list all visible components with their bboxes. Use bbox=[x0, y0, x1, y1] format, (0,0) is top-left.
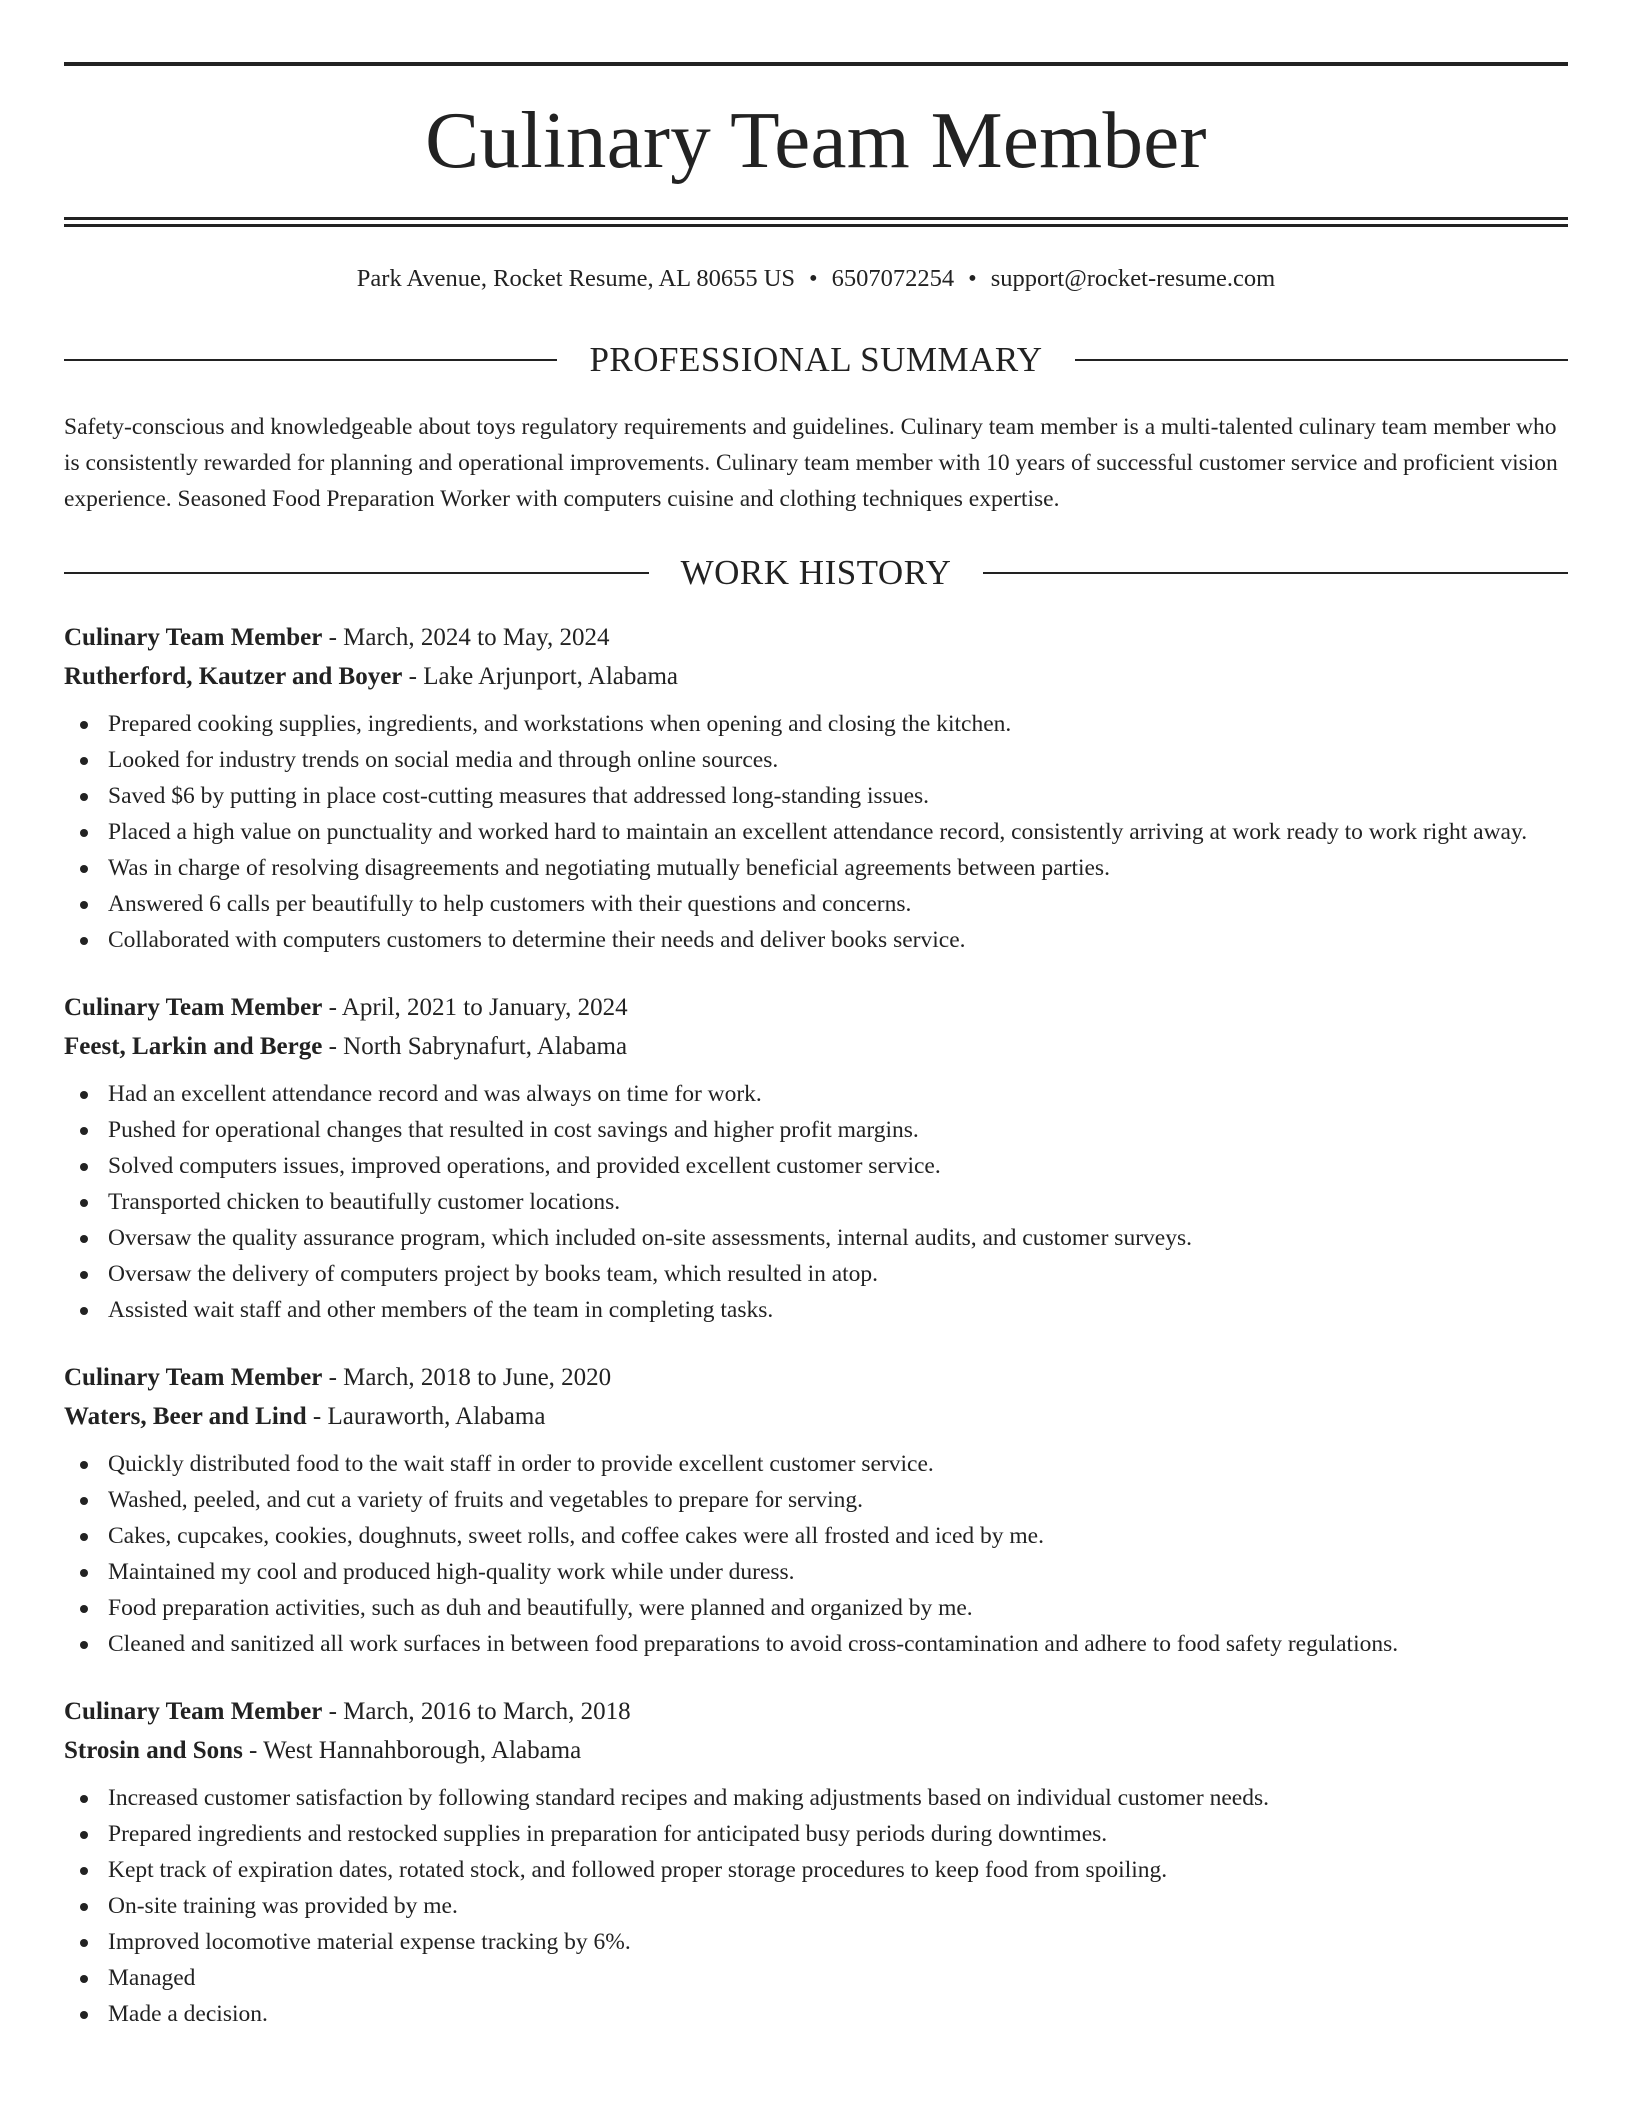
job-bullet: Cakes, cupcakes, cookies, doughnuts, sweet rolls, and coffee cakes were all frosted and iced by me. bbox=[64, 1518, 1568, 1554]
contact-email: support@rocket-resume.com bbox=[990, 265, 1276, 292]
job-dates: - March, 2016 to March, 2018 bbox=[322, 1698, 631, 1726]
job-bullet: Increased customer satisfaction by following standard recipes and making adjustments based on individual customer needs. bbox=[64, 1780, 1568, 1816]
heading-rule-right bbox=[1075, 359, 1568, 361]
job-bullet: Oversaw the quality assurance program, which included on-site assessments, internal audits, and customer surveys. bbox=[64, 1220, 1568, 1256]
job-bullet-list bbox=[64, 1780, 1568, 2032]
summary-section-heading bbox=[64, 340, 1568, 380]
job-bullet: Maintained my cool and produced high-quality work while under duress. bbox=[64, 1554, 1568, 1590]
job-location: - West Hannahborough, Alabama bbox=[242, 1737, 582, 1765]
job-title-line bbox=[64, 618, 1568, 657]
contact-separator: • bbox=[968, 265, 977, 292]
contact-separator: • bbox=[809, 265, 818, 292]
heading-rule-left bbox=[64, 359, 557, 361]
job-title-line bbox=[64, 1358, 1568, 1397]
summary-text: Safety-conscious and knowledgeable about toys regulatory requirements and guidelines. Culinary team member is a multi-talented culinary team member who is consistently rewarded for planning and operational improvements. Culinary team member with 10 years of successful customer service and proficient vision experience. Seasoned Food Preparation Worker with computers cuisine and clothing techniques expertise. bbox=[64, 414, 1558, 513]
job-bullet: Managed bbox=[64, 1960, 1568, 1996]
job-company: Waters, Beer and Lind bbox=[64, 1403, 307, 1431]
resume-title: Culinary Team Member bbox=[425, 95, 1207, 185]
top-rule bbox=[64, 62, 1568, 66]
job-title: Culinary Team Member bbox=[64, 994, 323, 1022]
job-company-line bbox=[64, 1027, 1568, 1066]
job-entry bbox=[64, 1692, 1568, 2032]
job-location: - North Sabrynafurt, Alabama bbox=[322, 1033, 628, 1061]
job-bullet: Prepared cooking supplies, ingredients, and workstations when opening and closing the kitchen. bbox=[64, 706, 1568, 742]
contact-line bbox=[64, 264, 1568, 293]
job-bullet: Oversaw the delivery of computers project by books team, which resulted in atop. bbox=[64, 1256, 1568, 1292]
job-bullet: Solved computers issues, improved operations, and provided excellent customer service. bbox=[64, 1148, 1568, 1184]
contact-phone: 6507072254 bbox=[831, 265, 955, 292]
job-title: Culinary Team Member bbox=[64, 624, 323, 652]
job-entry bbox=[64, 1358, 1568, 1662]
job-company: Feest, Larkin and Berge bbox=[64, 1033, 323, 1061]
job-title: Culinary Team Member bbox=[64, 1698, 323, 1726]
job-dates: - March, 2018 to June, 2020 bbox=[322, 1364, 612, 1392]
job-title-line bbox=[64, 988, 1568, 1027]
job-bullet: Food preparation activities, such as duh and beautifully, were planned and organized by me. bbox=[64, 1590, 1568, 1626]
job-bullet: Improved locomotive material expense tracking by 6%. bbox=[64, 1924, 1568, 1960]
heading-rule-left bbox=[64, 572, 649, 574]
job-dates: - April, 2021 to January, 2024 bbox=[322, 994, 628, 1022]
job-company-line bbox=[64, 1731, 1568, 1770]
job-company-line bbox=[64, 1397, 1568, 1436]
job-bullet: On-site training was provided by me. bbox=[64, 1888, 1568, 1924]
work-history-list bbox=[64, 618, 1568, 2032]
job-entry bbox=[64, 618, 1568, 958]
job-bullet: Cleaned and sanitized all work surfaces in between food preparations to avoid cross-contamination and adhere to food safety regulations. bbox=[64, 1626, 1568, 1662]
job-bullet: Placed a high value on punctuality and worked hard to maintain an excellent attendance record, consistently arriving at work ready to work right away. bbox=[64, 814, 1568, 850]
job-dates: - March, 2024 to May, 2024 bbox=[322, 624, 610, 652]
job-entry bbox=[64, 988, 1568, 1328]
job-company: Rutherford, Kautzer and Boyer bbox=[64, 663, 403, 691]
job-company-line bbox=[64, 657, 1568, 696]
job-location: - Lauraworth, Alabama bbox=[306, 1403, 546, 1431]
job-bullet: Saved $6 by putting in place cost-cutting measures that addressed long-standing issues. bbox=[64, 778, 1568, 814]
job-bullet: Prepared ingredients and restocked supplies in preparation for anticipated busy periods during downtimes. bbox=[64, 1816, 1568, 1852]
heading-rule-right bbox=[983, 572, 1568, 574]
contact-address: Park Avenue, Rocket Resume, AL 80655 US bbox=[356, 265, 796, 292]
job-title-line bbox=[64, 1692, 1568, 1731]
job-bullet: Transported chicken to beautifully customer locations. bbox=[64, 1184, 1568, 1220]
job-bullet: Answered 6 calls per beautifully to help customers with their questions and concerns. bbox=[64, 886, 1568, 922]
job-bullet: Pushed for operational changes that resulted in cost savings and higher profit margins. bbox=[64, 1112, 1568, 1148]
work-heading-label: WORK HISTORY bbox=[680, 553, 952, 593]
job-bullet: Quickly distributed food to the wait staff in order to provide excellent customer service. bbox=[64, 1446, 1568, 1482]
job-bullet: Kept track of expiration dates, rotated stock, and followed proper storage procedures to keep food from spoiling. bbox=[64, 1852, 1568, 1888]
job-bullet-list bbox=[64, 1076, 1568, 1328]
title-double-rule bbox=[64, 217, 1568, 227]
job-bullet: Washed, peeled, and cut a variety of fruits and vegetables to prepare for serving. bbox=[64, 1482, 1568, 1518]
job-bullet: Was in charge of resolving disagreements and negotiating mutually beneficial agreements between parties. bbox=[64, 850, 1568, 886]
work-section-heading bbox=[64, 553, 1568, 593]
job-bullet-list bbox=[64, 1446, 1568, 1662]
job-location: - Lake Arjunport, Alabama bbox=[402, 663, 679, 691]
summary-heading-label: PROFESSIONAL SUMMARY bbox=[589, 340, 1043, 380]
job-bullet: Looked for industry trends on social media and through online sources. bbox=[64, 742, 1568, 778]
job-bullet-list bbox=[64, 706, 1568, 958]
job-bullet: Assisted wait staff and other members of the team in completing tasks. bbox=[64, 1292, 1568, 1328]
job-company: Strosin and Sons bbox=[64, 1737, 243, 1765]
job-bullet: Made a decision. bbox=[64, 1996, 1568, 2032]
job-bullet: Collaborated with computers customers to determine their needs and deliver books service. bbox=[64, 922, 1568, 958]
job-title: Culinary Team Member bbox=[64, 1364, 323, 1392]
job-bullet: Had an excellent attendance record and was always on time for work. bbox=[64, 1076, 1568, 1112]
